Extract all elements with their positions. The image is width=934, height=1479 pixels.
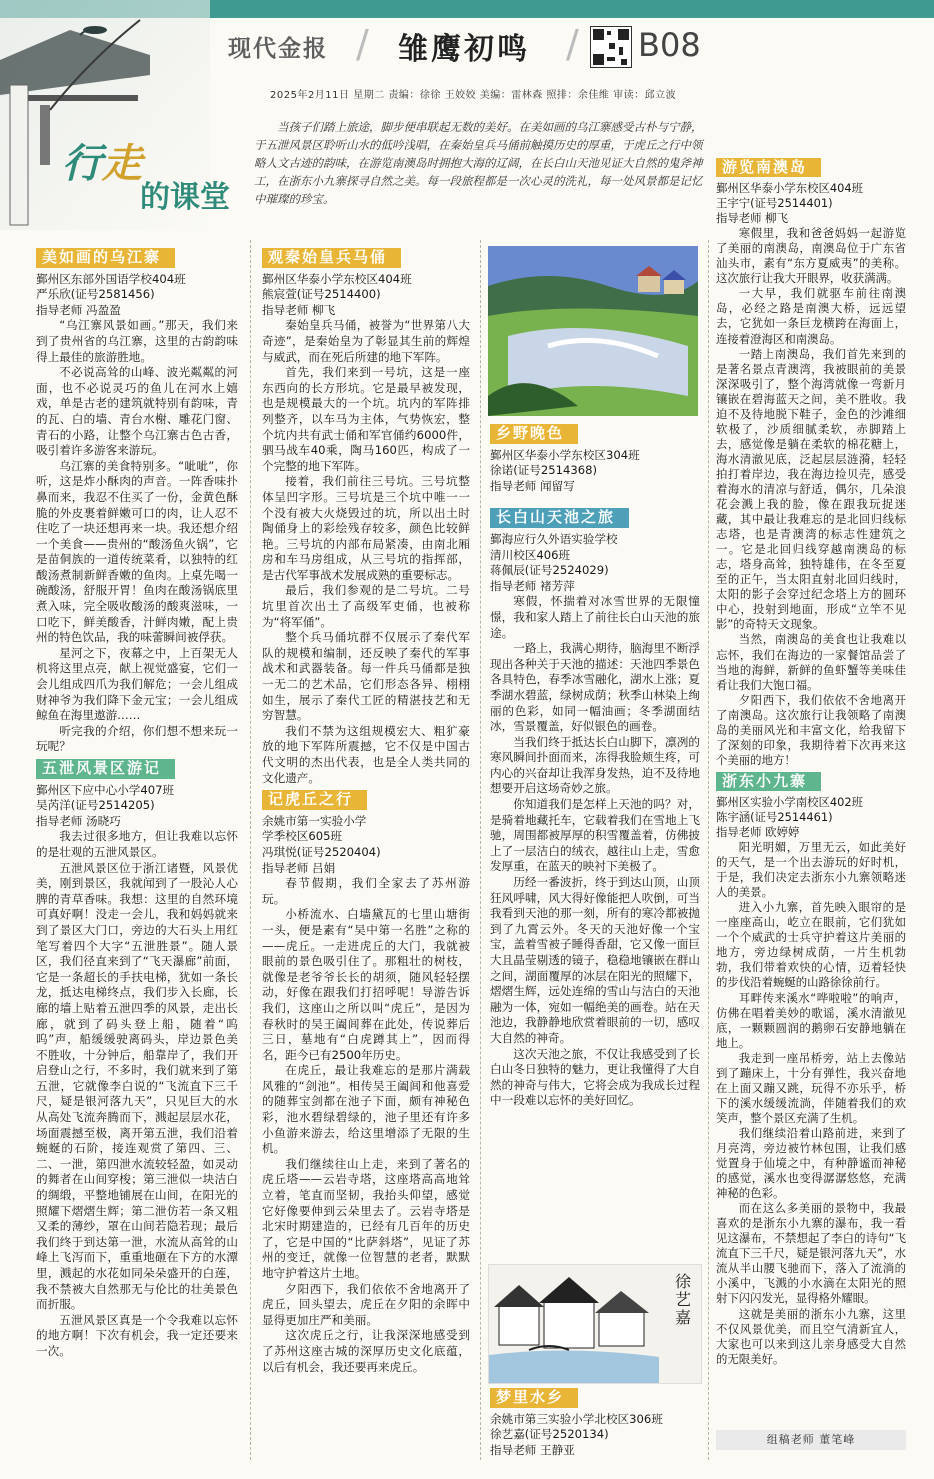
- school: 鄞州区实验小学南校区402班: [716, 794, 864, 809]
- author: 陈宇涵(证号2514461): [716, 809, 833, 824]
- painting-title: 梦里水乡: [490, 1388, 578, 1408]
- editor-credit: 组稿老师 董笔峰: [716, 1430, 906, 1450]
- column-1: [36, 244, 238, 1360]
- article-title: 游览南澳岛: [716, 158, 821, 177]
- column-divider: [250, 240, 251, 1460]
- school-campus: 学季校区605班: [262, 829, 343, 844]
- column-logo: [62, 132, 252, 222]
- teacher: 指导老师 柳飞: [716, 211, 788, 226]
- school: 鄞州区华泰小学东校区404班: [262, 271, 412, 286]
- ink-village-painting: [488, 1264, 702, 1384]
- article-title: 记虎丘之行: [262, 790, 367, 810]
- village-drawing: [489, 1265, 659, 1383]
- column-4: [716, 154, 906, 1367]
- author: 徐诺(证号2514368): [490, 463, 598, 478]
- masthead: [228, 22, 928, 80]
- paragraph: 寒假，怀揣着对冰雪世界的无限憧憬，我和家人踏上了前往长白山天池的旅途。: [490, 594, 700, 640]
- paragraph: 我去过很多地方，但让我难以忘怀的是壮观的五泄风景区。: [36, 829, 238, 859]
- column-3: [490, 420, 700, 1109]
- author: 冯琪悦(证号2520404): [262, 844, 381, 859]
- paragraph: 秦始皇兵马俑，被誉为“世界第八大奇迹”，是秦始皇为了彰显其生前的辉煌与威武，而在死后所建的地下军阵。: [262, 318, 470, 364]
- paragraph: 听完我的介绍，你们想不想来玩一玩呢？: [36, 723, 238, 754]
- school: 鄞州区东部外国语学校404班: [36, 271, 186, 286]
- paragraph: 我们继续沿着山路前进，来到了月亮湾，旁边被竹林包围，让我们感觉置身于仙境之中，有种静谧而神秘的感觉，溪水也变得潺潺悠悠，充满神秘的色彩。: [716, 1125, 906, 1201]
- paragraph: 当然，南澳岛的美食也让我难以忘怀，我们在海边的一家餐馆品尝了当地的海鲜，新鲜的鱼虾蟹等美味佳肴让我们大饱口福。: [716, 632, 906, 692]
- painting-title: 乡野晚色: [490, 424, 578, 444]
- paragraph: 五泄风景区真是一个令我难以忘怀的地方啊！下次有机会，我一定还要来一次。: [36, 1312, 238, 1358]
- article-title: 五泄风景区游记: [36, 759, 175, 779]
- author: 吴芮洋(证号2514205): [36, 798, 155, 813]
- paragraph: 春节假期，我们全家去了苏州游玩。: [262, 876, 470, 906]
- paragraph: 星河之下，夜幕之中，上百架无人机将这里点亮，献上视觉盛宴，它们一会儿组成四爪为我们解危；一会儿组成财神爷为我们降下金元宝；一会儿组成鲸鱼在海里遨游……: [36, 645, 238, 723]
- paragraph: 我走到一座吊桥旁，站上去像站到了蹦床上，十分有弹性，我兴奋地在上面又蹦又跳，玩得不亦乐乎，桥下的溪水缓缓流淌，伴随着我们的欢笑声，整个景区充满了生机。: [716, 1050, 906, 1125]
- teacher: 指导老师 欧婷婷: [716, 825, 800, 840]
- paragraph: 整个兵马俑坑群不仅展示了秦代军队的规模和编制，还反映了秦代的军事战术和武器装备。每一件兵马俑都是独一无二的艺术品，它们形态各异、栩栩如生，展示了秦代工匠的精湛技艺和无穷智慧。: [262, 630, 470, 723]
- newspaper-name: 现代金报: [228, 36, 328, 62]
- school-campus: 清川校区406班: [490, 547, 571, 562]
- paragraph: 在虎丘，最让我难忘的是那片满载风雅的“剑池”。相传吴王阖闾和他喜爱的随葬宝剑都在池子下面，颇有神秘色彩，池水碧绿碧绿的，池子里还有许多小鱼游来游去，给这里增添了无限的生机。: [262, 1063, 470, 1156]
- paragraph: 我们继续往山上走，来到了著名的虎丘塔——云岩寺塔，这座塔高高地耸立着，笔直而坚韧，我抬头仰望，感觉它好像要伸到云朵里去了。云岩寺塔是北宋时期建造的，已经有几百年的历史了，它是中国的“比萨斜塔”，见证了苏州的变迁，就像一位智慧的老者，默默地守护着这片土地。: [262, 1156, 470, 1280]
- paragraph: 阳光明媚，万里无云，如此美好的天气，是一个出去游玩的好时机，于是，我们决定去浙东小九寨领略迷人的美景。: [716, 840, 906, 900]
- paragraph: “乌江寨风景如画。”那天，我们来到了贵州省的乌江寨，这里的古韵韵味得上最佳的旅游胜地。: [36, 318, 238, 364]
- school: 余姚市第三实验小学北校区306班: [490, 1411, 663, 1426]
- paragraph: 这就是美丽的浙东小九寨，这里不仅风景优美，而且空气清新宜人，大家也可以来到这儿亲身感受大自然的无限美好。: [716, 1306, 906, 1366]
- author: 严乐欣(证号2581456): [36, 287, 155, 302]
- teacher: 指导老师 汤晓巧: [36, 813, 121, 828]
- paragraph: 这次虎丘之行，让我深深地感受到了苏州这座古城的深厚历史文化底蕴，以后有机会，我还要再来虎丘。: [262, 1328, 470, 1374]
- qr-code-icon: [590, 26, 632, 68]
- paragraph: 五泄风景区位于浙江诸暨，风景优美，刚到景区，我就闻到了一股沁人心脾的青草香味。我想：这里的自然环境可真好啊！没走一会儿，我和妈妈就来到了景区大门口，旁边的大石头上用红笔写着四个大字“五泄胜景”。随人景区，我们径直来到了“飞天瀑廊”前面，它是一条超长的手扶电梯，犹如一条长龙，抵达电梯终点，我们步入长廊，长廊的墙上贴着五泄四季的风景，走出长廊，就到了码头登上船，随着“呜呜”声，船缓缓驶离码头，岸边景色美不胜收，十分钟后，船靠岸了，我们开启登山之行，不多时，我们就来到了第五泄，它就像李白说的“飞流直下三千尺，疑是银河落九天”，只见巨大的水从高处飞流奔腾而下，溅起层层水花，场面震撼至极，离开第五泄，我们沿着蜿蜒的石阶，接连观赏了第四、三、二、一泄，第四泄水流较轻盈，如灵动的舞者在山间穿梭；第三泄似一块洁白的绸缎，平整地铺展在山间，在阳光的照耀下熠熠生辉；第二泄仿若一条又粗又柔的薄纱，罩在山间若隐若现；最后我们终于到达第一泄，水流从高耸的山峰上飞泻而下，重重地砸在下方的水潭里，溅起的水花如同朵朵盛开的白莲，我不禁被大自然那无与伦比的壮美景色而折服。: [36, 860, 238, 1312]
- author: 王宇宁(证号2514401): [716, 196, 833, 211]
- teacher: 指导老师 冯盈盈: [36, 302, 121, 317]
- paragraph: 一踏上南澳岛，我们首先来到的是著名景点青澳湾，我被眼前的美景深深吸引了，整个海湾就像一弯新月镶嵌在碧海蓝天之间，美不胜收。我迫不及待地脱下鞋子，金色的沙滩细软极了，沙质细腻柔软，赤脚踏上去，感觉像是躺在柔软的棉花糖上，海水清澈见底，泛起层层涟漪，轻轻拍打着岸边，我在海边捡贝壳，感受着海水的清凉与舒适，偶尔，几朵浪花会溅上我的脸，像在跟我玩捉迷藏，其中最让我难忘的是北回归线标志塔，也是青澳湾的标志性建筑之一。它是北回归线穿越南澳岛的标志，塔身高耸，独特雄伟，在冬至夏至的正午，当太阳直射北回归线时，太阳的影子会穿过纪念塔上方的圆环中心，投射到地面，形成“立竿不见影”的奇特天文现象。: [716, 346, 906, 632]
- intro-paragraph: 当孩子们踏上旅途，脚步便串联起无数的美好。在美如画的乌江寨感受古朴与宁静，于五泄风景区聆听山水的低吟浅唱，在秦始皇兵马俑前触摸历史的厚重，于虎丘之行中领略人文古迹的韵味，在游览南澳岛时拥抱大海的辽阔，在长白山天池见证大自然的鬼斧神工，在浙东小九寨探寻自然之美。每一段旅程都是一次心灵的洗礼，每一处风景都是记忆中璀璨的珍宝。: [254, 120, 703, 206]
- paragraph: 夕阳西下，我们依依不舍地离开了虎丘，回头望去，虎丘在夕阳的余晖中显得更加庄严和美丽。: [262, 1281, 470, 1327]
- author: 熊宸萱(证号2514400): [262, 287, 381, 302]
- teacher: 指导老师 褚芳萍: [490, 578, 575, 593]
- paragraph: 我们不禁为这组规模宏大、粗犷豪放的地下军阵所震撼，它不仅是中国古代文明的杰出代表，也是全人类共同的文化遗产。: [262, 723, 470, 785]
- paragraph: 这次天池之旅，不仅让我感受到了长白山冬日独特的魅力，更让我懂得了大自然的神奇与伟大，它将会成为我成长过程中一段难以忘怀的美好回忆。: [490, 1046, 700, 1108]
- paragraph: 不必说高耸的山峰、波光粼粼的河面，也不必说灵巧的鱼儿在河水上嬉戏，单是古老的建筑就特别有韵味，青的瓦、白的墙、青台水榭、雕花门窗、青石的小路，让整个乌江寨古色古香，吸引着许多游客来游玩。: [36, 365, 238, 458]
- paragraph: 接着，我们前往三号坑。三号坑整体呈凹字形。三号坑是三个坑中唯一一个没有被大火烧毁过的坑，所以出土时陶俑身上的彩绘残存较多，颜色比较鲜艳。三号坑的内部布局紧凑，由南北厢房和车马房组成，从三号坑的指挥部，是古代军事战术发展成熟的重要标志。: [262, 474, 470, 582]
- dateline: 2025年2月11日 星期二 责编：徐徐 王姣姣 美编：雷林森 照排：余佳维 审读：邱立波: [270, 90, 677, 101]
- paragraph: 最后，我们参观的是二号坑。二号坑里首次出土了高级军吏俑，也被称为“将军俑”。: [262, 583, 470, 629]
- teacher: 指导老师 王静亚: [490, 1442, 575, 1457]
- paragraph: 夕阳西下，我们依依不舍地离开了南澳岛。这次旅行让我领略了南澳岛的美丽风光和丰富文化，给我留下了深刻的印象，我期待着下次再来这个美丽的地方！: [716, 692, 906, 767]
- landscape-painting: [488, 246, 698, 416]
- article-title: 浙东小九寨: [716, 772, 821, 791]
- paragraph: 当我们终于抵达长白山脚下，凛冽的寒风瞬间扑面而来，冻得我脸颊生疼，可内心的兴奋却让我浑身发热，迫不及待地想要开启这场奇妙之旅。: [490, 734, 700, 796]
- paragraph: 小桥流水、白墙黛瓦的七里山塘街一头，便是素有“吴中第一名胜”之称的——虎丘。一走进虎丘的大门，我就被眼前的景色吸引住了。那粗壮的树枝，就像是老爷爷长长的胡须，随风轻轻摆动，好像在跟我们打招呼呢！导游告诉我们，这座山之所以叫“虎丘”，是因为春秋时的吴王阖闾葬在此处，传说葬后三日，墓地有“白虎蹲其上”，因而得名，距今已有2500年历史。: [262, 907, 470, 1062]
- article-title: 美如画的乌江寨: [36, 248, 175, 268]
- column-3-bottom: [490, 1384, 700, 1458]
- divider-slash: /: [356, 22, 369, 66]
- logo-rest: 的课堂: [140, 180, 230, 215]
- page-number: B08: [638, 26, 701, 64]
- paragraph: 一大早，我们就驱车前往南澳岛，必经之路是南澳大桥，远远望去，它犹如一条巨龙横跨在海面上，连接着澄海区和南澳岛。: [716, 286, 906, 346]
- teacher: 指导老师 吕娟: [262, 860, 336, 875]
- article-title: 观秦始皇兵马俑: [262, 248, 401, 268]
- paragraph: 进入小九寨，首先映入眼帘的是一座座高山，屹立在眼前，它们犹如一个个威武的士兵守护着这片美丽的地方，旁边绿树成荫，一片生机勃勃，我们带着欢快的心情，迈着轻快的步伐沿着蜿蜒的山路徐徐前行。: [716, 900, 906, 990]
- school: 鄞州区下应中心小学407班: [36, 782, 175, 797]
- school: 余姚市第一实验小学: [262, 813, 367, 828]
- divider-slash: /: [566, 22, 579, 66]
- logo-char-1: 行: [62, 141, 102, 187]
- paragraph: 历经一番波折，终于到达山顶，山顶狂风呼啸，风大得好像能把人吹倒，可当我看到天池的那一刻，所有的寒冷都被抛到了九霄云外。冬天的天池好像一个宝宝，盖着雪被子睡得香甜，它又像一面巨大且晶莹剔透的镜子，稳稳地镶嵌在群山之间，湖面覆厚的冰层在阳光的照耀下，熠熠生辉，远处连绵的雪山与洁白的天池融为一体，宛如一幅绝美的画卷。站在天池边，我静静地欣赏着眼前的一切，感叹大自然的神奇。: [490, 875, 700, 1045]
- paragraph: 首先，我们来到一号坑，这是一座东西向的长方形坑。它是最早被发现，也是规模最大的一个坑。坑内的军阵排列整齐，以车马为主体，气势恢宏，整个坑内共有武士俑和军官俑约6000件，驷马战车40乘，陶马160匹，构成了一个完整的地下军阵。: [262, 365, 470, 473]
- article-title: 长白山天池之旅: [490, 508, 629, 528]
- paragraph: 耳畔传来溪水“哗啦啦”的响声，仿佛在唱着美妙的歌谣，溪水清澈见底，一颗颗圆润的鹅卵石安静地躺在地上。: [716, 990, 906, 1050]
- teacher: 指导老师 柳飞: [262, 302, 336, 317]
- paragraph: 你知道我们是怎样上天池的吗？对，是骑着地藏托车，它载着我们在雪地上飞驰，周围都被厚厚的积雪覆盖着，仿佛披上了一层洁白的绒衣，越往山上走，雪愈发厚重，在蓝天的映衬下美极了。: [490, 797, 700, 874]
- school: 鄞州区华泰小学东校区404班: [716, 181, 864, 196]
- column-divider: [708, 240, 709, 1460]
- paragraph: 寒假里，我和爸爸妈妈一起游览了美丽的南澳岛，南澳岛位于广东省汕头市，素有“东方夏威夷”的美称。这次旅行让我大开眼界，收获满满。: [716, 226, 906, 286]
- paragraph: 乌江寨的美食特别多。“呲呲”，你听，这是炸小酥肉的声音。一阵香味扑鼻而来，我忍不住买了一份，金黄色酥脆的外皮裹着鲜嫩可口的肉，让人忍不住吃了一块还想再来一块。我还想介绍一个美食——贵州的“酸汤鱼火锅”，它是苗侗族的一道传统菜肴，以独特的红酸汤煮制新鲜香嫩的鱼肉。上桌先喝一碗酸汤，舒服开胃！鱼肉在酸汤锅底里煮入味，完全吸收酸汤的酸爽滋味，一口吃下，鲜美酸香，汁鲜肉嫩，配上贵州的特色饮品，我的味蕾瞬间被俘获。: [36, 458, 238, 645]
- school: 鄞海应行久外语实验学校: [490, 531, 618, 546]
- paragraph: 一路上，我满心期待，脑海里不断浮现出各种关于天池的描述：天池四季景色各具特色，春季冰雪融化，湖水上涨；夏季湖水碧蓝，绿树成荫；秋季山林染上绚丽的色彩，如同一幅油画；冬季湖面结冰，雪景覆盖，好似银色的画卷。: [490, 641, 700, 734]
- school: 鄞州区华泰小学东校区304班: [490, 447, 640, 462]
- author: 蒋佩辰(证号2524029): [490, 563, 609, 578]
- painting-signature: 徐艺嘉: [675, 1272, 692, 1327]
- author: 徐艺嘉(证号2520134): [490, 1427, 609, 1442]
- column-divider: [480, 240, 481, 1460]
- paragraph: 而在这么多美丽的景物中，我最喜欢的是浙东小九寨的瀑布，我一看见这瀑布，不禁想起了李白的诗句“飞流直下三千尺，疑是银河落九天”，水流从半山腰飞驰而下，落入了流淌的小溪中，飞溅的小水滴在太阳光的照射下闪闪发光，显得格外耀眼。: [716, 1201, 906, 1306]
- logo-char-2: 走: [102, 141, 142, 187]
- column-2: [262, 244, 470, 1375]
- teacher: 指导老师 闻留写: [490, 478, 575, 493]
- page-section-title: 雏鹰初鸣: [398, 32, 530, 67]
